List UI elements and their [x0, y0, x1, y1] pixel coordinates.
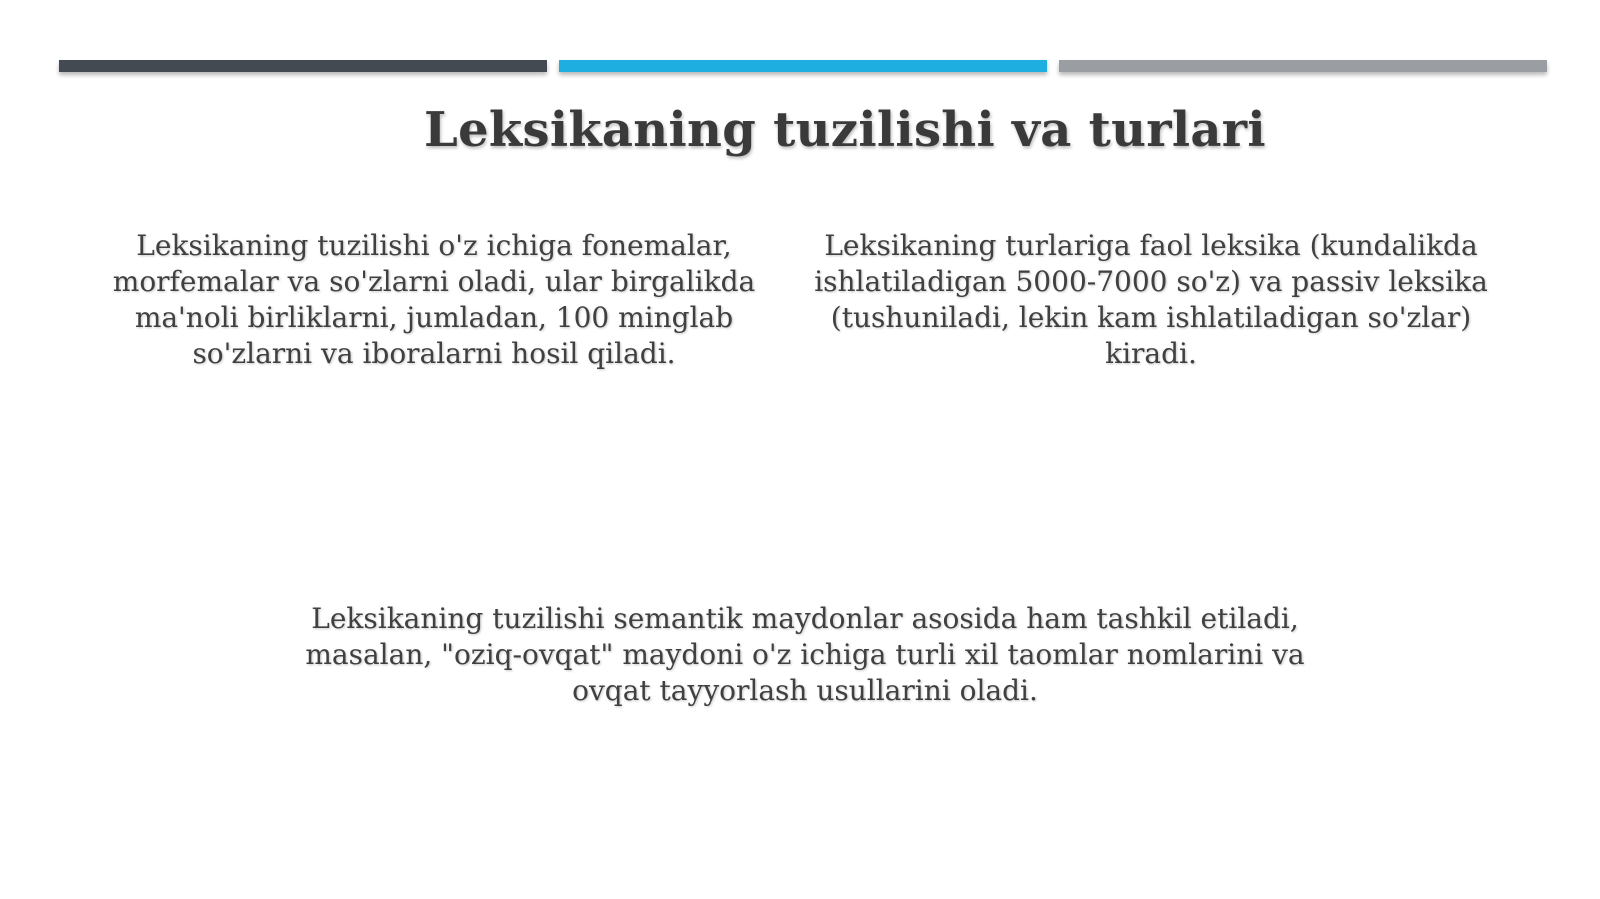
accent-bar-gray	[1059, 60, 1547, 72]
text-block-left: Leksikaning tuzilishi o'z ichiga fonemalar, morfemalar va so'zlarni oladi, ular birgalikda ma'noli birliklarni, jumladan, 100 minglab so'zlarni va iboralarni hosil qiladi.	[112, 229, 756, 370]
text-block-right: Leksikaning turlariga faol leksika (kundalikda ishlatiladigan 5000-7000 so'z) va passiv leksika (tushuniladi, lekin kam ishlatiladigan so'zlar) kiradi.	[814, 229, 1488, 370]
accent-bar-dark	[59, 60, 547, 72]
slide-title: Leksikaning tuzilishi va turlari	[424, 102, 1266, 158]
text-block-bottom: Leksikaning tuzilishi semantik maydonlar asosida ham tashkil etiladi, masalan, "oziq-ovqat" maydoni o'z ichiga turli xil taomlar nomlarini va ovqat tayyorlash usullarini oladi.	[305, 602, 1305, 707]
accent-bar-blue	[559, 60, 1047, 72]
